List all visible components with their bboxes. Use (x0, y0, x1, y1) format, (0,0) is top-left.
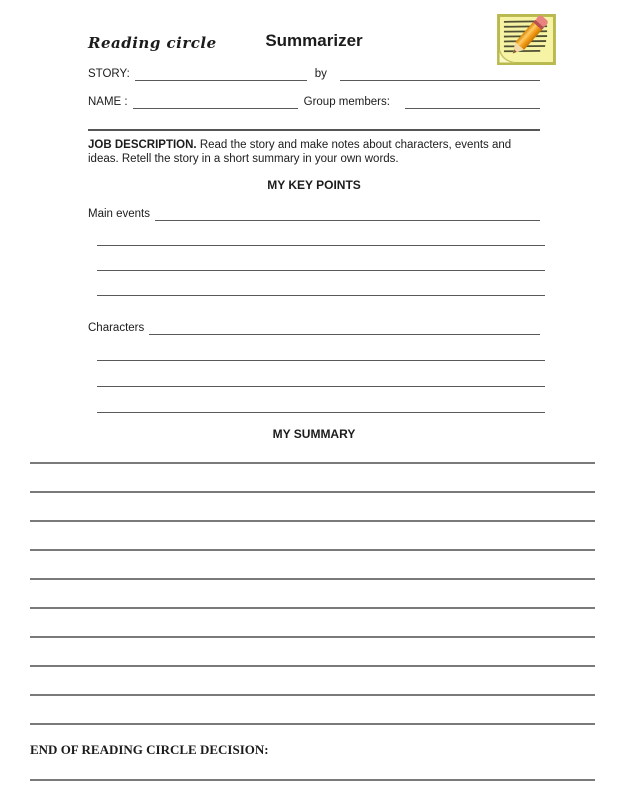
ruled-line (30, 638, 595, 667)
header-divider-line (88, 129, 540, 131)
story-blank-line (135, 67, 307, 81)
ruled-line (30, 522, 595, 551)
characters-label: Characters (88, 322, 145, 334)
ruled-line (30, 609, 595, 638)
ruled-line (97, 246, 545, 271)
summary-heading: MY SUMMARY (272, 427, 356, 441)
ruled-line (30, 696, 595, 725)
decision-label: END OF READING CIRCLE DECISION: (30, 742, 269, 757)
decision-blank-line (30, 758, 595, 781)
job-description-label: JOB DESCRIPTION. (88, 139, 197, 151)
name-label: NAME : (88, 96, 128, 108)
main-events-label: Main events (88, 208, 151, 220)
author-blank-line (340, 67, 540, 81)
job-description (88, 139, 540, 166)
main-events-blank-line (155, 207, 540, 221)
ruled-line (97, 361, 545, 387)
ruled-line (97, 271, 545, 296)
ruled-line (30, 464, 595, 493)
characters-row (88, 321, 540, 335)
brand-label: Reading circle (88, 34, 217, 52)
group-members-label: Group members: (303, 96, 390, 108)
header (88, 30, 540, 54)
story-label: STORY: (88, 68, 130, 80)
ruled-line (30, 493, 595, 522)
ruled-line (97, 221, 545, 246)
by-label: by (314, 68, 327, 80)
job-description-text: Read the story and make notes about characters, events and ideas. Retell the story in a short summary in your own words. (88, 139, 512, 165)
key-points-heading: MY KEY POINTS (267, 178, 361, 192)
ruled-line (97, 387, 545, 413)
ruled-line (97, 335, 545, 361)
characters-blank-line (149, 321, 540, 335)
page-title: Summarizer (265, 31, 363, 50)
name-blank-line (133, 95, 298, 109)
ruled-line (30, 667, 595, 696)
ruled-line (30, 441, 595, 464)
main-events-lines (97, 221, 545, 296)
main-events-row (88, 207, 540, 221)
group-members-blank-line (405, 95, 540, 109)
characters-lines (97, 335, 545, 413)
name-row (88, 95, 540, 109)
story-row (88, 67, 540, 81)
ruled-line (30, 580, 595, 609)
summary-lines (30, 441, 595, 725)
ruled-line (30, 551, 595, 580)
